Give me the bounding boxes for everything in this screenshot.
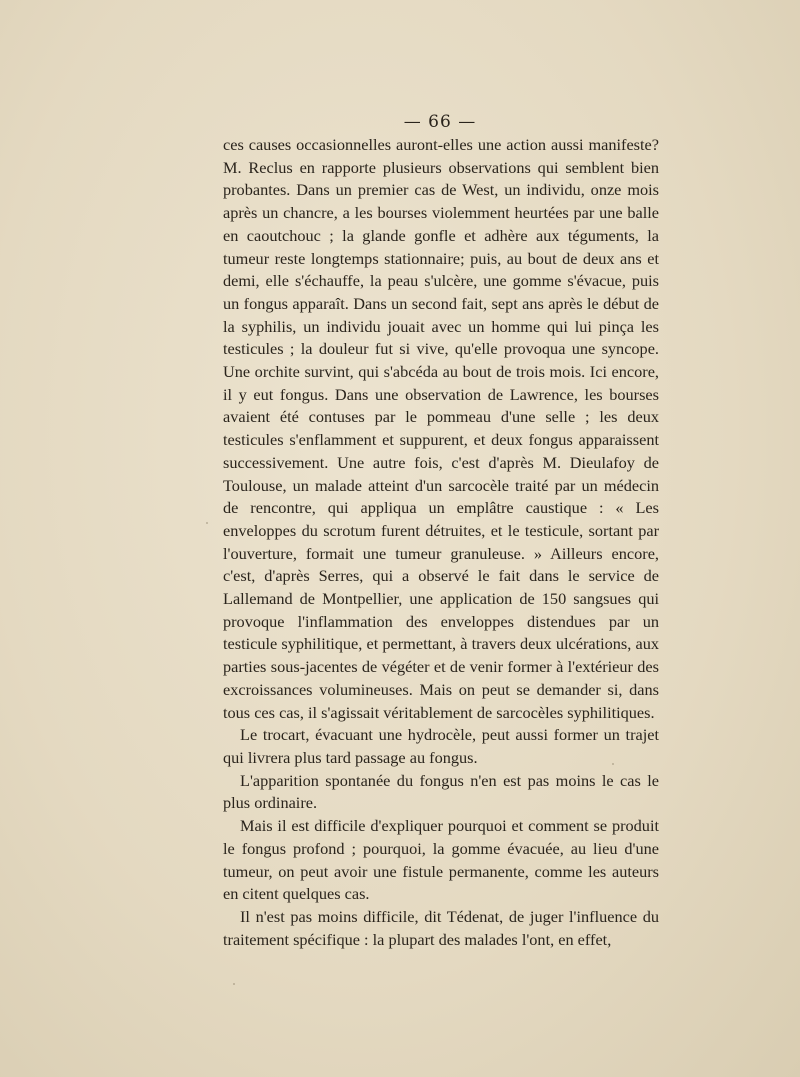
paragraph-1: ces causes occasionnelles auront-elles une action aussi manifeste? M. Reclus en rapporte plusieurs observations qui semblent bien probantes. Dans un premier cas de West, un individu, onze mois après un chancre, a les bourses violemment heurtées par une balle en caoutchouc ; la glande gonfle et adhère aux téguments, la tumeur reste longtemps stationnaire; puis, au bout de deux ans et demi, elle s'échauffe, la peau s'ulcère, une gomme s'évacue, puis un fongus apparaît. Dans un second fait, sept ans après le début de la syphilis, un individu jouait avec un homme qui lui pinça les testicules ; la douleur fut si vive, qu'elle provoqua une syncope. Une orchite survint, qui s'abcéda au bout de trois mois. Ici encore, il y eut fongus. Dans une observation de Lawrence, les bourses avaient été contuses par le pommeau d'une selle ; les deux testicules s'enflamment et suppurent, et deux fongus apparaissent successivement. Une autre fois, c'est d'après M. Dieulafoy de Toulouse, un malade atteint d'un sarcocèle traité par un médecin de rencontre, qui appliqua un emplâtre caustique : « Les enveloppes du scrotum furent détruites, et le testicule, sortant par l'ouverture, formait une tumeur granuleuse. » Ailleurs encore, c'est, d'après Serres, qui a observé le fait dans le service de Lallemand de Montpellier, une application de 150 sangsues qui provoque l'inflammation des enveloppes distendues par un testicule syphilitique, et permettant, à travers deux ulcérations, aux parties sous-jacentes de végéter et de venir former à l'extérieur des excroissances volumineuses. Mais on peut se demander si, dans tous ces cas, il s'agissait véritablement de sarcocèles syphilitiques. — [223, 135, 659, 722]
paper-speck — [206, 522, 208, 524]
paragraph-4: Mais il est difficile d'expliquer pourquoi et comment se produit le fongus profond ; pourquoi, la gomme évacuée, au lieu d'une tumeur, on peut avoir une fistule permanente, comme les auteurs en citent quelques cas. — [223, 816, 659, 904]
page-number: — 66 — — [403, 112, 477, 132]
paper-speck — [612, 763, 614, 765]
paragraph-5: Il n'est pas moins difficile, dit Tédenat, de juger l'influence du traitement spécifique : la plupart des malades l'ont, en effet, — [223, 906, 659, 949]
paper-speck — [233, 983, 235, 985]
paragraph-2: Le trocart, évacuant une hydrocèle, peut aussi former un trajet qui livrera plus tard passage au fongus. — [223, 725, 659, 767]
body-text — [223, 134, 659, 951]
paragraph-3: L'apparition spontanée du fongus n'en est pas moins le cas le plus ordinaire. — [223, 770, 659, 813]
